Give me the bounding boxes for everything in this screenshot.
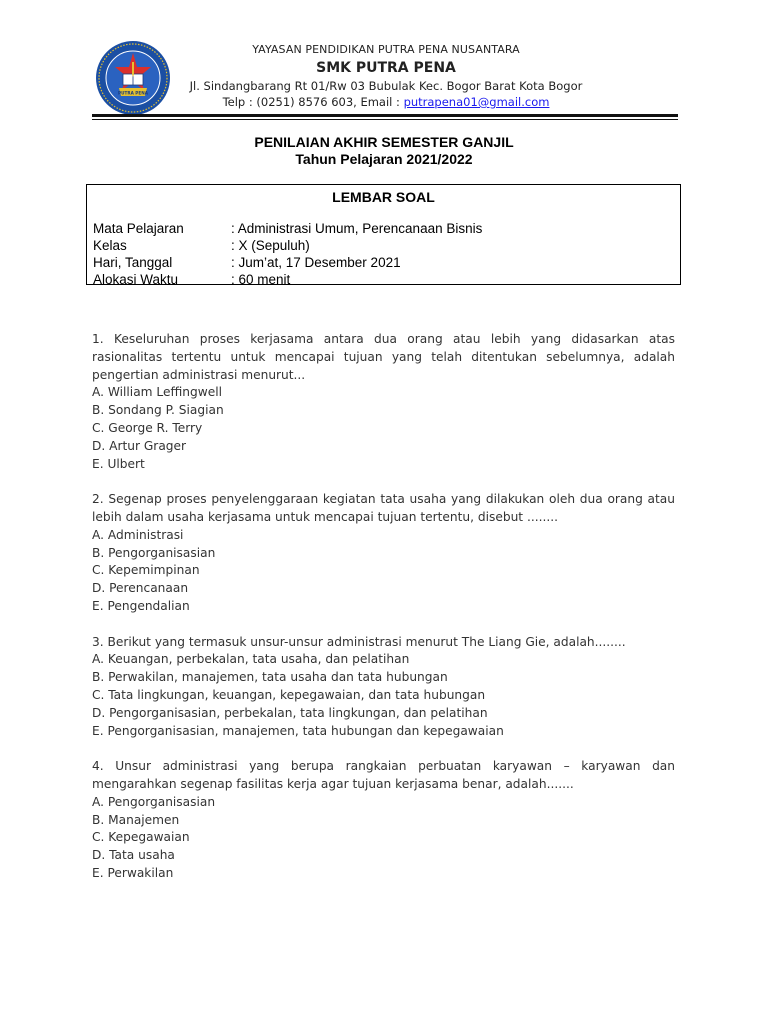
info-label: Alokasi Waktu: [93, 272, 179, 287]
answer-option: B. Sondang P. Siagian: [92, 403, 224, 418]
info-row-class: [93, 237, 680, 254]
question-stem: 1. Keseluruhan proses kerjasama antara dua orang atau lebih yang didasarkan atas rasionalitas tertentu untuk mencapai tujuan yang telah ditentukan sebelumnya, adalah pengertian administrasi menurut...: [92, 332, 675, 382]
answer-option: B. Pengorganisasian: [92, 545, 216, 560]
answer-option: A. Pengorganisasian: [92, 794, 216, 809]
worksheet-heading: LEMBAR SOAL: [332, 189, 435, 205]
info-row-duration: [93, 271, 680, 288]
school-logo: [95, 40, 171, 116]
letterhead: [180, 42, 592, 111]
answer-option: E. Ulbert: [92, 456, 145, 471]
question-4: [92, 758, 675, 883]
school-name: SMK PUTRA PENA: [316, 60, 456, 76]
answer-option: C. Kepegawaian: [92, 830, 190, 845]
exam-title-line2: Tahun Pelajaran 2021/2022: [295, 151, 473, 167]
question-list: [92, 331, 675, 901]
answer-option: D. Tata usaha: [92, 848, 175, 863]
answer-option: D. Pengorganisasian, perbekalan, tata lingkungan, dan pelatihan: [92, 705, 488, 720]
info-label: Kelas: [93, 238, 127, 253]
school-address: Jl. Sindangbarang Rt 01/Rw 03 Bubulak Kec. Bogor Barat Kota Bogor: [189, 79, 583, 93]
answer-option: A. Administrasi: [92, 527, 184, 542]
question-1: [92, 331, 675, 473]
answer-option: D. Perencanaan: [92, 581, 189, 596]
info-row-subject: [93, 220, 680, 237]
letterhead-rule-thick: [92, 114, 678, 117]
answer-option: C. Tata lingkungan, keuangan, kepegawaian, dan tata hubungan: [92, 687, 486, 702]
answer-option: A. William Leffingwell: [92, 385, 222, 400]
info-value: : Jum’at, 17 Desember 2021: [231, 255, 401, 270]
question-stem: 4. Unsur administrasi yang berupa rangkaian perbuatan karyawan – karyawan dan mengarahkan segenap fasilitas kerja agar tujuan kerjasama benar, adalah.......: [92, 759, 675, 791]
answer-option: E. Pengorganisasian, manajemen, tata hubungan dan kepegawaian: [92, 723, 504, 738]
question-stem: 2. Segenap proses penyelenggaraan kegiatan tata usaha yang dilakukan oleh dua orang atau lebih dalam usaha kerjasama untuk mencapai tujuan tertentu, disebut ........: [92, 492, 675, 524]
info-label: Mata Pelajaran: [93, 221, 184, 236]
question-stem: 3. Berikut yang termasuk unsur-unsur administrasi menurut The Liang Gie, adalah........: [92, 634, 626, 649]
info-row-date: [93, 254, 680, 271]
exam-title-line1: PENILAIAN AKHIR SEMESTER GANJIL: [254, 134, 514, 150]
answer-option: C. George R. Terry: [92, 420, 203, 435]
answer-option: C. Kepemimpinan: [92, 563, 200, 578]
info-value: : Administrasi Umum, Perencanaan Bisnis: [231, 221, 483, 236]
foundation-name: YAYASAN PENDIDIKAN PUTRA PENA NUSANTARA: [252, 43, 520, 56]
email-link[interactable]: putrapena01@gmail.com: [403, 95, 550, 109]
answer-option: E. Pengendalian: [92, 598, 190, 613]
exam-info-box: [86, 184, 681, 285]
answer-option: B. Manajemen: [92, 812, 180, 827]
letterhead-rule-thin: [92, 119, 678, 120]
info-value: : 60 menit: [231, 272, 291, 287]
answer-option: A. Keuangan, perbekalan, tata usaha, dan pelatihan: [92, 652, 410, 667]
question-2: [92, 491, 675, 616]
exam-title: [0, 134, 768, 168]
answer-option: B. Perwakilan, manajemen, tata usaha dan tata hubungan: [92, 670, 448, 685]
contact-phone: Telp : (0251) 8576 603, Email :: [222, 95, 404, 109]
info-label: Hari, Tanggal: [93, 255, 173, 270]
info-value: : X (Sepuluh): [231, 238, 310, 253]
answer-option: D. Artur Grager: [92, 438, 187, 453]
logo-caption: PUTRA PENA: [118, 90, 148, 96]
question-3: [92, 634, 675, 741]
answer-option: E. Perwakilan: [92, 865, 174, 880]
school-contact: [180, 94, 592, 111]
